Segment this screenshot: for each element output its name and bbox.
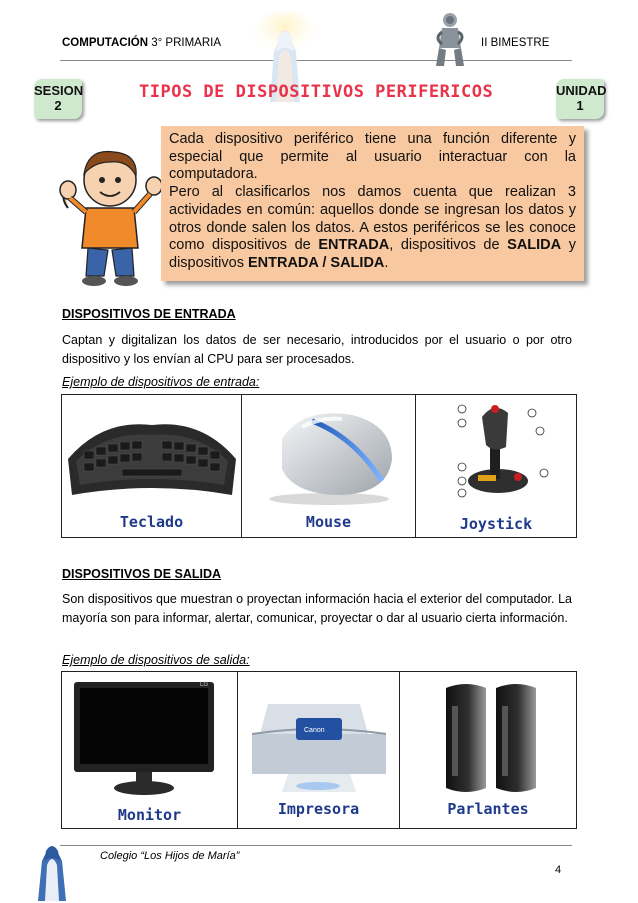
intro-salida: SALIDA (507, 237, 562, 254)
printer-brand: Canon (304, 727, 325, 734)
input-example-label: Ejemplo de dispositivos de entrada: (62, 375, 260, 389)
header-subject (62, 37, 221, 49)
unit-label: UNIDAD (556, 83, 607, 98)
unit-badge (556, 79, 607, 119)
input-devices-table (61, 394, 577, 538)
monitor-brand: LG (200, 682, 209, 688)
speakers-image (400, 676, 576, 800)
header-subject-bold: COMPUTACIÓN (62, 37, 149, 49)
printer-image (238, 674, 400, 798)
keyboard-image (62, 399, 242, 509)
keyboard-cell (62, 395, 242, 537)
printer-cell (238, 672, 400, 828)
output-example-label: Ejemplo de dispositivos de salida: (62, 653, 250, 667)
session-badge (34, 79, 82, 119)
intro-paragraph-1: Cada dispositivo periférico tiene una función diferente y especial que permite al usuario interactuar con la computadora. (169, 131, 576, 183)
session-label: SESION (34, 83, 84, 98)
joystick-caption: Joystick (459, 515, 533, 533)
intro-text: . (384, 254, 389, 271)
output-devices-table (61, 671, 577, 829)
joystick-cell (416, 395, 576, 537)
monitor-cell (62, 672, 238, 828)
intro-text: Pero al clasificarlos nos damos cuenta que realizan 3 actividades en común: aquellos donde se ingresan los datos y otros donde salen los datos. A estos periféricos se les conoce como dispositivos de (169, 184, 576, 254)
cartoon-boy-image (58, 138, 166, 288)
output-section-description: Son dispositivos que muestran o proyectan información hacia el exterior del computador. La mayoría son para informar, alertar, comunicar, proyectar o dar al usuario cierta información. (62, 592, 572, 625)
monitor-caption: Monitor (117, 806, 182, 824)
page-number: 4 (555, 864, 562, 876)
footer-virgin-image (28, 835, 76, 901)
joystick-image (416, 395, 576, 505)
keyboard-caption: Teclado (119, 513, 184, 531)
intro-text: , dispositivos de (389, 237, 508, 254)
header-subject-grade: 3° PRIMARIA (148, 37, 222, 49)
header-term: II BIMESTRE (481, 37, 550, 49)
mouse-image (242, 397, 416, 507)
page-title: TIPOS DE DISPOSITIVOS PERIFERICOS (139, 82, 494, 102)
robot-thinker-image (428, 10, 470, 68)
intro-entrada: ENTRADA (318, 237, 390, 254)
output-section-heading: DISPOSITIVOS DE SALIDA (62, 567, 222, 581)
printer-caption: Impresora (277, 800, 360, 818)
footer-school: Colegio “Los Hijos de María” (100, 850, 240, 862)
mouse-caption: Mouse (305, 513, 352, 531)
monitor-image (62, 676, 238, 800)
intro-box (161, 126, 584, 281)
footer-divider (60, 845, 572, 846)
session-number: 2 (54, 98, 62, 113)
input-section-heading: DISPOSITIVOS DE ENTRADA (62, 307, 236, 321)
input-section-description: Captan y digitalizan los datos de ser necesario, introducidos por el usuario o por otro dispositivo y los envían al CPU para ser procesados. (62, 333, 572, 366)
intro-entrada-salida: ENTRADA / SALIDA (247, 254, 385, 271)
unit-number: 1 (576, 98, 584, 113)
mouse-cell (242, 395, 416, 537)
intro-text: y dispositivos (169, 237, 576, 271)
intro-paragraph-2 (169, 184, 576, 273)
speakers-cell (400, 672, 576, 828)
speakers-caption: Parlantes (447, 800, 529, 818)
